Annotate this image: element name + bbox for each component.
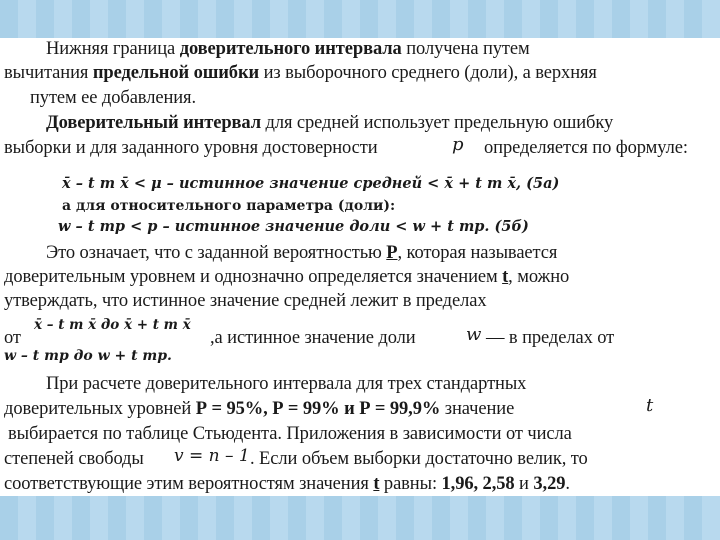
- term-t-value: t: [502, 267, 509, 287]
- p3-line-4-from: от: [4, 328, 21, 348]
- p4-line-2: [4, 399, 514, 419]
- p4-text: соответствующие этим вероятностям значения: [4, 474, 374, 494]
- term-probability: P: [386, 243, 398, 263]
- formula-mean-range: x̄ – t m x̄ до x̄ + t m x̄: [34, 317, 191, 333]
- p4-text: степеней свободы: [4, 449, 144, 469]
- p4-line-4b: . Если объем выборки достаточно велик, то: [250, 449, 588, 469]
- top-decor-band: [0, 0, 720, 38]
- p4-text: .: [565, 474, 570, 494]
- p3-line-2: [4, 267, 569, 287]
- term-t-value: t: [373, 474, 380, 494]
- t-values: 1,96, 2,58: [441, 474, 515, 494]
- p3-text: доверительным уровнем и однозначно определяется значением: [4, 267, 503, 287]
- t-value-last: 3,29: [533, 474, 566, 494]
- p4-text: доверительных уровней: [4, 399, 196, 419]
- p3-line-3: утверждать, что истинное значение средней лежит в пределах: [4, 291, 487, 311]
- bottom-decor-band: [0, 496, 720, 540]
- formula-5b: w – t mp < p – истинное значение доли < w + t mp. (5б): [58, 218, 529, 235]
- p1-text: получена путем: [401, 39, 530, 59]
- p4-line-3: выбирается по таблице Стьюдента. Приложения в зависимости от числа: [8, 424, 572, 444]
- term-confidence-interval: доверительного интервала: [179, 39, 402, 59]
- p4-text: значение: [440, 399, 515, 419]
- formula-share-range: w – t mp до w + t mp.: [4, 348, 172, 364]
- p-symbol: p: [452, 134, 464, 155]
- p3-text: Это означает, что с заданной вероятностью: [46, 243, 387, 263]
- p2-text: выборки и для заданного уровня достоверности: [4, 138, 378, 158]
- formula-caption: а для относительного параметра (доли):: [62, 198, 396, 214]
- confidence-levels: Р = 95%, Р = 99% и Р = 99,9%: [195, 399, 441, 419]
- term-marginal-error: предельной ошибки: [92, 63, 260, 83]
- p1-text: из выборочного среднего (доли), а верхняя: [259, 63, 597, 83]
- slide-body: [0, 38, 720, 496]
- p2-line-2b: определяется по формуле:: [484, 138, 688, 158]
- p1-line-2: [4, 63, 597, 83]
- p3-line-4: ,а истинное значение доли: [210, 328, 416, 348]
- formula-5a: x̄ – t m x̄ < μ – истинное значение средней < x̄ + t m x̄, (5а): [62, 175, 560, 192]
- degrees-of-freedom-formula: v = n – 1: [174, 446, 250, 466]
- p4-line-1: При расчете доверительного интервала для трех стандартных: [46, 374, 527, 394]
- p4-line-5: [4, 474, 570, 494]
- term-confidence-interval: Доверительный интервал: [46, 113, 262, 133]
- p2-text: для средней использует предельную ошибку: [261, 113, 614, 133]
- p3-text: , можно: [508, 267, 570, 287]
- p1-text: Нижняя граница: [46, 39, 180, 59]
- p4-line-4: [4, 449, 144, 469]
- w-symbol: w: [466, 324, 482, 345]
- p3-line-1: [46, 243, 557, 263]
- p2-line-1: [46, 113, 613, 133]
- p1-text: вычитания: [4, 63, 93, 83]
- p1-line-1: [46, 39, 530, 59]
- p3-text: , которая называется: [397, 243, 558, 263]
- p3-line-4c: — в пределах от: [486, 328, 615, 348]
- t-symbol: t: [646, 395, 654, 416]
- p2-line-2: [4, 138, 378, 158]
- p4-text: равны:: [379, 474, 442, 494]
- p1-line-3: путем ее добавления.: [30, 88, 196, 108]
- p4-text: и: [514, 474, 534, 494]
